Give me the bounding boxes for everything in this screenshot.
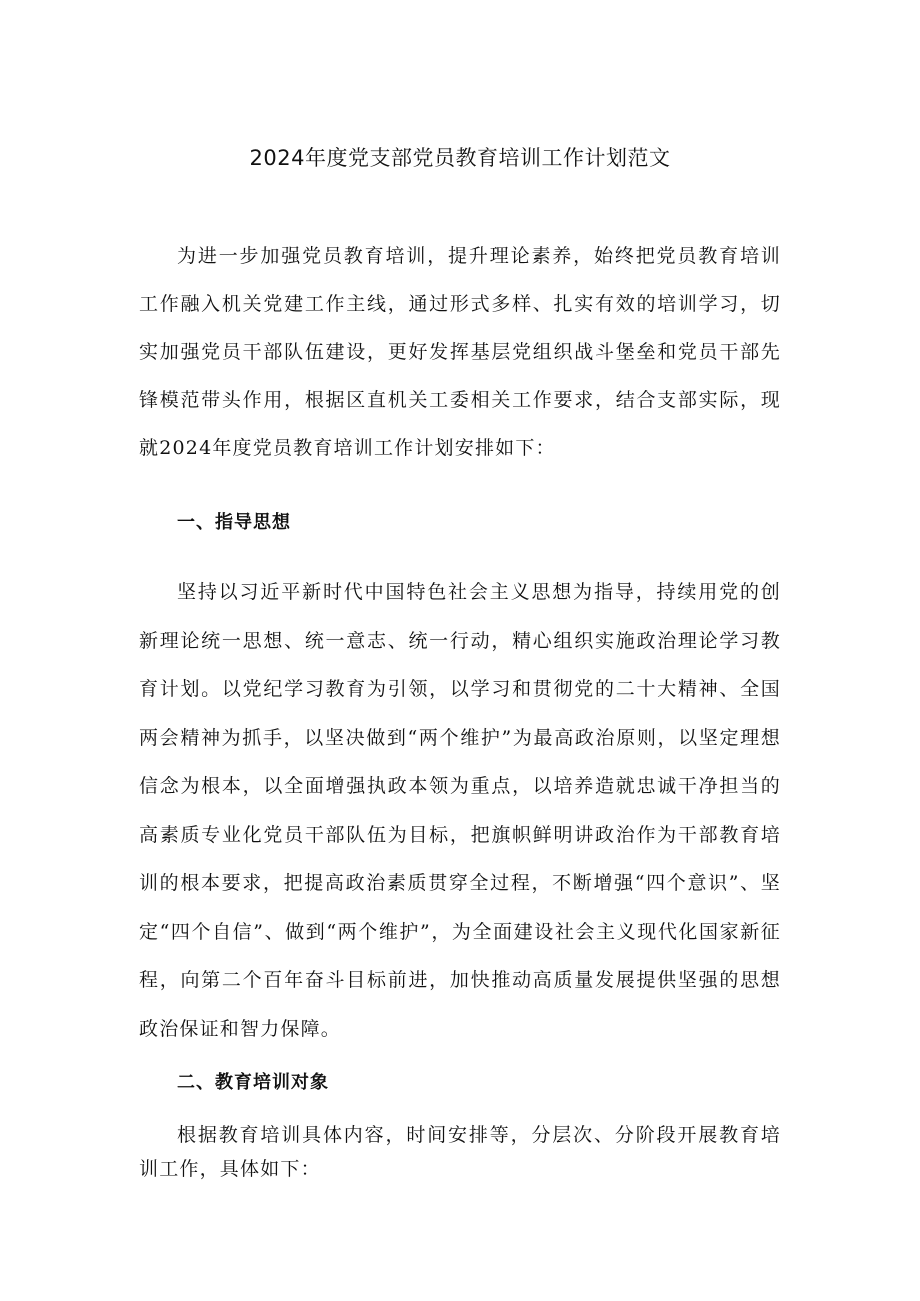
section-heading-training-targets: 二、教育培训对象 (177, 1072, 329, 1093)
document-title: 2024年度党支部党员教育培训工作计划范文 (249, 146, 671, 170)
guiding-ideology-paragraph: 坚持以习近平新时代中国特色社会主义思想为指导，持续用党的创新理论统一思想、统一意志、统一行动，精心组织实施政治理论学习教育计划。以党纪学习教育为引领，以学习和贯彻党的二十大精神、全国两会精神为抓手，以坚决做到“两个维护”为最高政治原则，以坚定理想信念为根本，以全面增强执政本领为重点，以培养造就忠诚干净担当的高素质专业化党员干部队伍为目标，把旗帜鲜明讲政治作为干部教育培训的根本要求，把提高政治素质贯穿全过程，不断增强“四个意识”、坚定“四个自信”、做到“两个维护”，为全面建设社会主义现代化国家新征程，向第二个百年奋斗目标前进，加快推动高质量发展提供坚强的思想政治保证和智力保障。 (139, 581, 781, 1040)
intro-paragraph: 为进一步加强党员教育培训，提升理论素养，始终把党员教育培训工作融入机关党建工作主线，通过形式多样、扎实有效的培训学习，切实加强党员干部队伍建设，更好发挥基层党组织战斗堡垒和党员干部先锋模范带头作用，根据区直机关工委相关工作要求，结合支部实际，现就2024年度党员教育培训工作计划安排如下： (139, 245, 781, 459)
training-targets-paragraph: 根据教育培训具体内容，时间安排等，分层次、分阶段开展教育培训工作，具体如下： (139, 1124, 781, 1180)
section-heading-guiding-ideology: 一、指导思想 (177, 512, 291, 533)
